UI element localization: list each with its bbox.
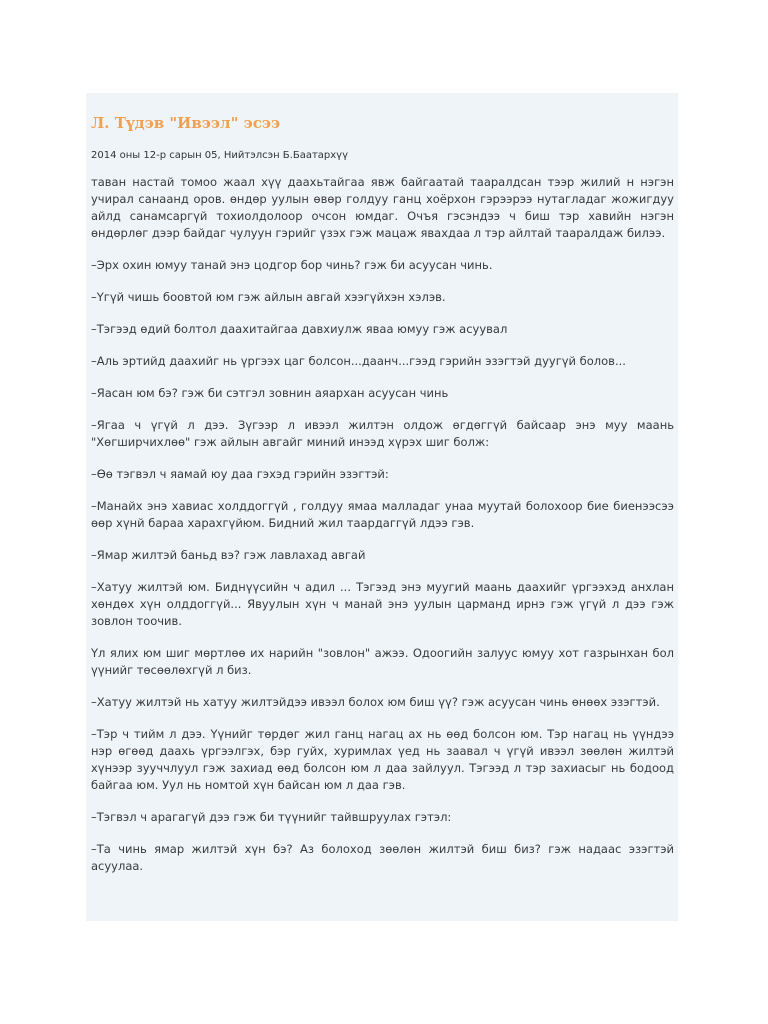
article-panel bbox=[86, 93, 678, 921]
paragraph: –Үгүй чишь боовтой юм гэж айлын авгай хээгүйхэн хэлэв. bbox=[91, 290, 446, 304]
paragraph: –Өө тэгвэл ч яамай юу даа гэхэд гэрийн эзэгтэй: bbox=[91, 467, 389, 481]
paragraph: –Хатуу жилтэй юм. Биднүүсийн ч адил ... Тэгээд энэ муугий маань даахийг үргээхэд анхлан хөндөх хүн олддоггүй... Явуулын хүн ч манай энэ уулын царманд ирнэ гэж үгүй л дээ гэж зовлон тоочив. bbox=[91, 580, 674, 628]
paragraph: Үл ялих юм шиг мөртлөө их нарийн "зовлон" ажээ. Одоогийн залуус юмуу хот газрынхан бол үүнийг төсөөлөхгүй л биз. bbox=[91, 646, 674, 677]
paragraph: –Тэгээд өдий болтол даахитайгаа давхиулж яваа юмуу гэж асуувал bbox=[91, 322, 508, 336]
paragraph: –Эрх охин юмуу танай энэ цодгор бор чинь? гэж би асуусан чинь. bbox=[91, 258, 493, 272]
paragraph: –Та чинь ямар жилтэй хүн бэ? Аз болоход зөөлөн жилтэй биш биз? гэж надаас эзэгтэй асуулаа. bbox=[91, 842, 674, 873]
article-body bbox=[91, 174, 674, 875]
paragraph: –Ягаа ч үгүй л дээ. Зүгээр л ивээл жилтэн олдож өгдөггүй байсаар энэ муу маань "Хөгширчихлөө" гэж айлын авгайг миний инээд хүрэх шиг болж: bbox=[91, 418, 674, 449]
paragraph: –Хатуу жилтэй нь хатуу жилтэйдээ ивээл болох юм биш үү? гэж асуусан чинь өнөөх эзэгтэй. bbox=[91, 695, 660, 709]
paragraph: –Аль эртийд даахийг нь үргээх цаг болсон...даанч...гээд гэрийн эзэгтэй дуугүй болов... bbox=[91, 354, 626, 368]
paragraph: –Тэгвэл ч арагагүй дээ гэж би түүнийг тайвшруулах гэтэл: bbox=[91, 810, 452, 824]
paragraph: таван настай томоо жаал хүү даахьтайгаа явж байгаатай таарaлдсан тээр жилий н нэгэн учирал санаанд оров. өндөр уулын өвөр голдуу ганц хоёрхон гэрээрээ нутагладаг жожигдуу айлд санамсаргүй тохиолдолоор очсон юмдаг. Очъя гэсэндээ ч биш тэр хавийн нэгэн өндөрлөг дээр байдаг чулуун гэрийг үзэх гэж мацаж явахдаа л тэр айлтай таарaлдаж билээ. bbox=[91, 175, 674, 240]
paragraph: –Тэр ч тийм л дээ. Үүнийг төрдөг жил ганц нагац ах нь өөд болсон юм. Тэр нагац нь үүндээ нэр өгөөд даахь үргээлгэх, бэр гуйх, хуримлах үед нь заавал ч үгүй ивээл зөөлөн жилтэй хүнээр зууччлуул гэж захиад өөд болсон юм л даа зайлуул. Тэгээд л тэр захиасыг нь бодоод байгаа юм. Уул нь номтой хүн байсан юм л даа гэв. bbox=[91, 727, 674, 792]
article-meta: 2014 оны 12-р сарын 05, Нийтэлсэн Б.Баатархүү bbox=[91, 150, 349, 161]
article-title: Л. Түдэв "Ивээл" эсээ bbox=[91, 114, 281, 132]
paragraph: –Ямар жилтэй баньд вэ? гэж лавлахад авгай bbox=[91, 548, 366, 562]
paragraph: –Манайх энэ хавиас холддоггүй , голдуу ямаа малладаг унаа муутай болохоор бие биенээсээ өөр хүнй бараа харахгүйюм. Бидний жил таардаггүй лдээ гэв. bbox=[91, 499, 674, 530]
paragraph: –Яасан юм бэ? гэж би сэтгэл зовнин аяархан асуусан чинь bbox=[91, 386, 449, 400]
